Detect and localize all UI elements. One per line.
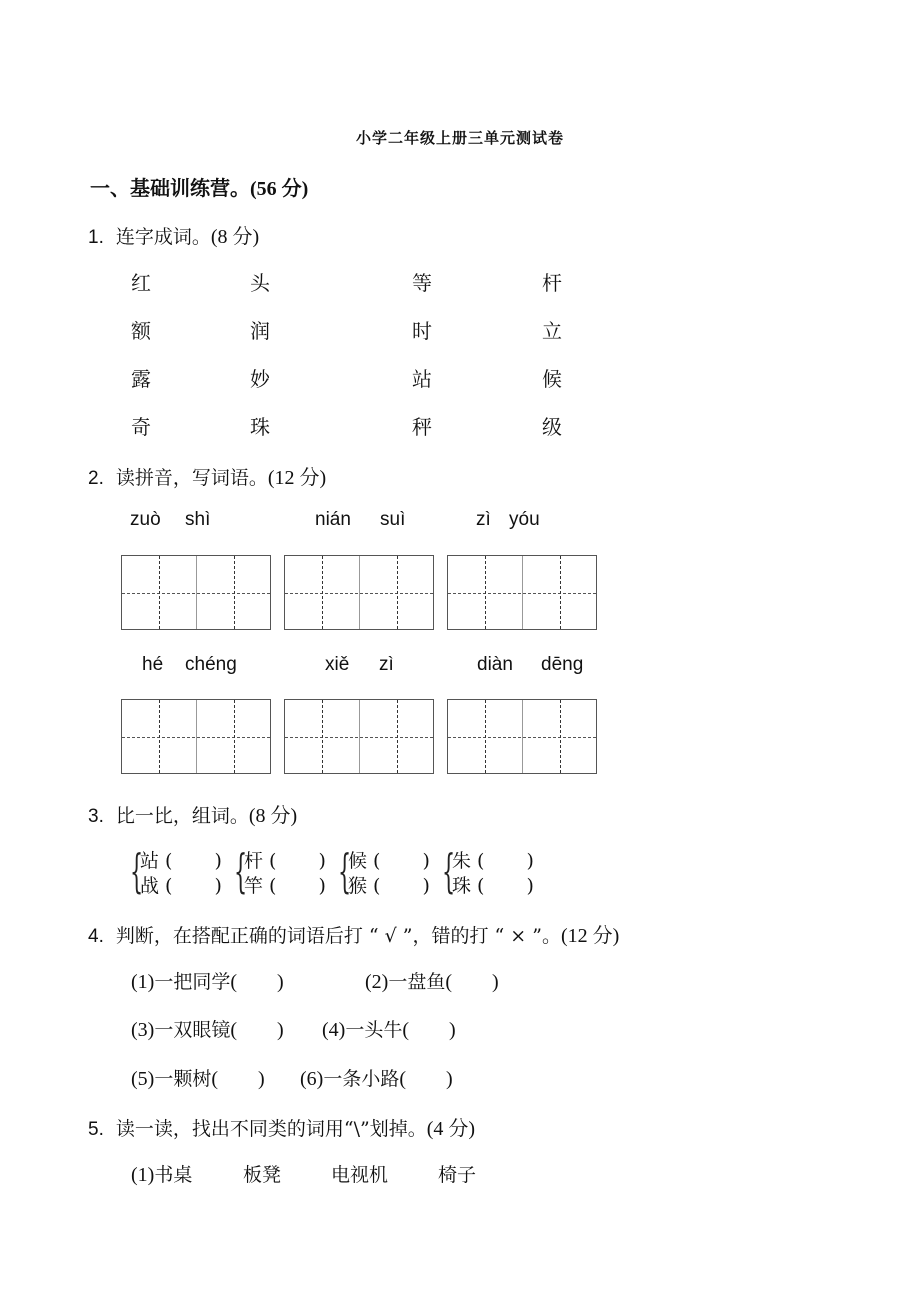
brace: { [338,844,352,898]
question-text: 读拼音，写词语。 [115,467,268,489]
word-group-1: (1)书桌 [131,1164,193,1186]
question-points: (8 分) [248,805,298,827]
judge-item: (1)一把同学( ) [131,971,284,993]
question-text: 判断，在搭配正确的词语后打 “ √ ”，错的打 “ × ”。 [115,925,561,947]
match-char: 润 [250,319,270,343]
compare-char: 朱 [452,850,472,872]
match-char: 额 [131,319,151,343]
question-3-heading [88,799,297,828]
brace: { [130,844,144,898]
pinyin: suì [380,509,406,530]
section-heading [90,172,308,201]
question-4-heading [88,919,619,948]
word[interactable]: 电视机 [331,1164,389,1186]
writing-box[interactable] [121,699,271,774]
pinyin: yóu [509,509,540,530]
question-points: (8 分) [210,226,260,248]
compare-char: 站 [140,850,160,872]
compare-char: 战 [140,875,160,897]
question-text: 连字成词。 [115,226,211,248]
answer-blank[interactable]: ( ) [230,1019,284,1041]
word[interactable]: 椅子 [438,1164,477,1186]
match-char: 杆 [542,271,562,295]
writing-box[interactable] [447,699,597,774]
compare-char: 珠 [452,875,472,897]
judge-item: (4)一头牛( ) [322,1019,456,1041]
judge-item: (6)一条小路( ) [300,1068,453,1090]
judge-item: (2)一盘鱼( ) [365,971,499,993]
question-number: 5. [88,1119,104,1140]
question-5-heading [88,1112,475,1141]
match-char: 妙 [250,367,270,391]
pinyin: shì [185,509,211,530]
answer-blank[interactable]: ( ) [399,1068,453,1090]
match-char: 级 [542,415,562,439]
question-text: 读一读，找出不同类的词用“\”划掉。 [115,1118,427,1140]
pinyin: diàn [477,654,513,675]
judge-item: (3)一双眼镜( ) [131,1019,284,1041]
match-char: 头 [250,271,270,295]
question-points: (12 分) [560,925,620,947]
match-char: 红 [131,271,151,295]
brace: { [234,844,248,898]
pinyin: xiě [325,654,350,675]
pinyin: zì [379,654,394,675]
writing-box[interactable] [447,555,597,630]
word[interactable]: 板凳 [243,1164,282,1186]
judge-item: (5)一颗树( ) [131,1068,265,1090]
question-number: 1. [88,227,104,248]
match-char: 秤 [412,415,432,439]
word[interactable]: 书桌 [154,1164,193,1186]
pinyin: nián [315,509,351,530]
pinyin: zì [476,509,491,530]
answer-blank[interactable]: ( ) [445,971,499,993]
match-char: 时 [412,319,432,343]
answer-blank[interactable]: ( ) [230,971,284,993]
pinyin: chéng [185,654,237,675]
question-1-heading [88,220,259,249]
section-points: (56 分) [250,178,309,200]
compare-group: { 杆 ( ) 竿 ( ) [234,844,326,898]
pinyin: zuò [130,509,161,530]
match-char: 等 [412,271,432,295]
answer-blank[interactable]: ( ) [211,1068,265,1090]
compare-char: 候 [348,850,368,872]
compare-char: 竿 [244,875,264,897]
question-number: 4. [88,926,104,947]
question-number: 3. [88,806,104,827]
question-points: (12 分) [267,467,327,489]
compare-char: 猴 [348,875,368,897]
compare-group: { 候 ( ) 猴 ( ) [338,844,430,898]
question-number: 2. [88,468,104,489]
compare-char: 杆 [244,850,264,872]
match-char: 奇 [131,415,151,439]
writing-box[interactable] [284,555,434,630]
compare-group: { 站 ( ) 战 ( ) [130,844,222,898]
writing-box[interactable] [284,699,434,774]
match-char: 站 [412,367,432,391]
section-label: 一、基础训练营。 [90,176,250,200]
match-char: 露 [131,367,151,391]
question-text: 比一比，组词。 [115,805,249,827]
question-points: (4 分) [426,1118,476,1140]
match-char: 珠 [250,415,270,439]
answer-blank[interactable]: ( ) [402,1019,456,1041]
compare-group: { 朱 ( ) 珠 ( ) [442,844,534,898]
writing-box[interactable] [121,555,271,630]
question-2-heading [88,461,326,490]
page-title: 小学二年级上册三单元测试卷 [355,129,564,147]
match-char: 候 [542,367,562,391]
brace: { [442,844,456,898]
match-char: 立 [542,319,562,343]
pinyin: dēng [541,654,584,675]
pinyin: hé [142,654,164,675]
